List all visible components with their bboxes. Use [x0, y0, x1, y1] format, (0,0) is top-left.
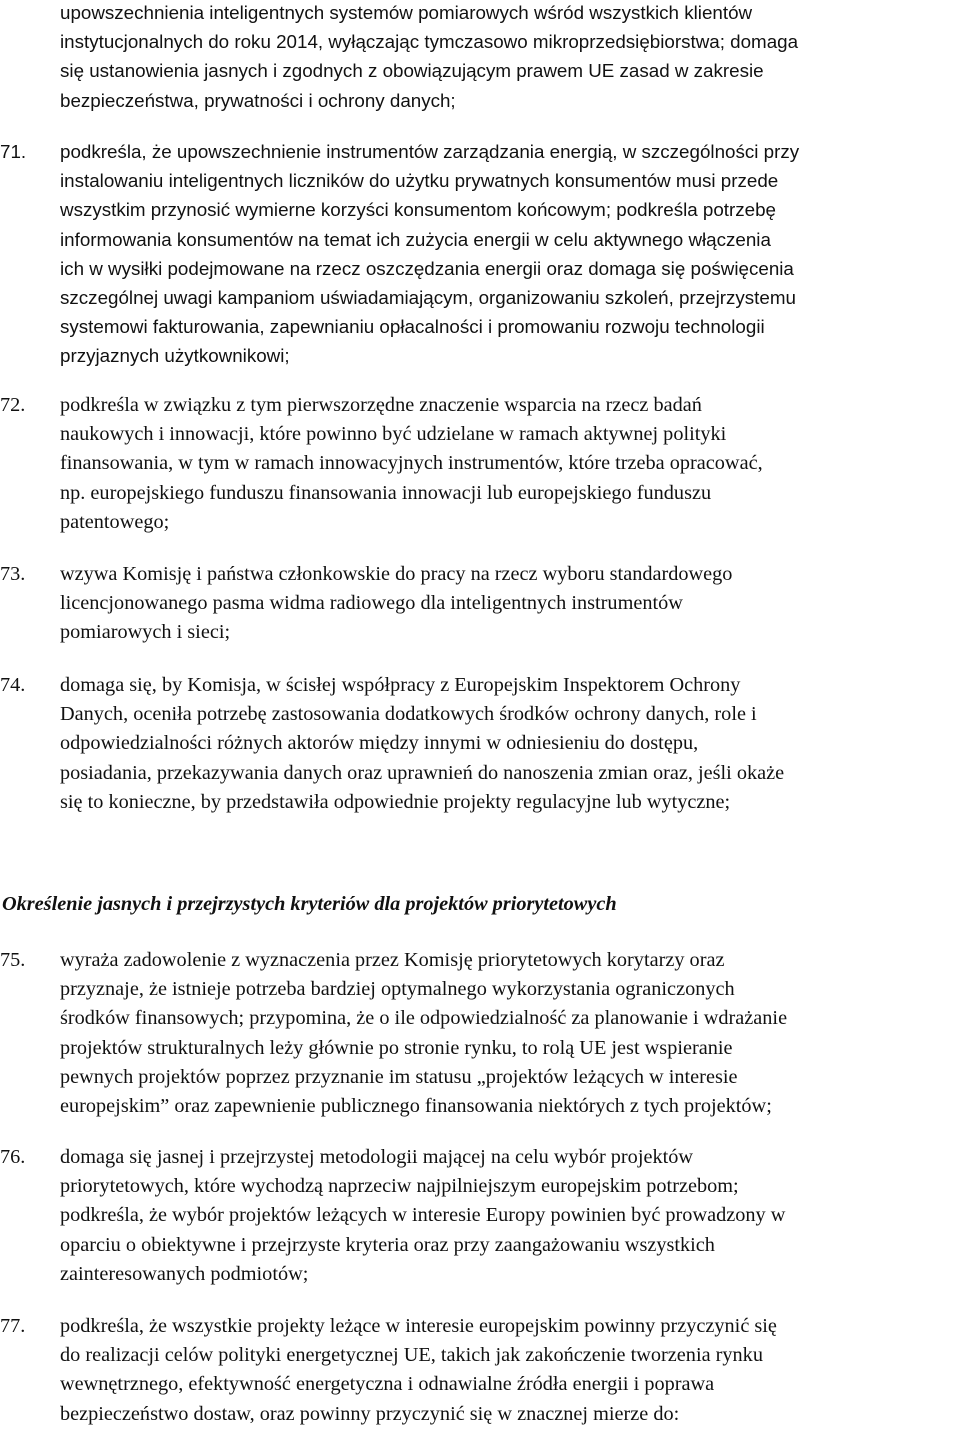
item-number: 72.: [0, 394, 26, 416]
text-line: Danych, oceniła potrzebę zastosowania dodatkowych środków ochrony danych, role i: [60, 703, 757, 726]
item-number: 74.: [0, 674, 26, 696]
text-line: podkreśla, że upowszechnienie instrumentów zarządzania energią, w szczególności przy: [60, 141, 800, 162]
paragraph-71: [60, 137, 960, 371]
item-number: 77.: [0, 1315, 26, 1337]
text-line: wszystkim przynosić wymierne korzyści konsumentom końcowym; podkreśla potrzebę: [60, 199, 777, 221]
item-number: 71.: [0, 141, 27, 162]
text-line: instalowaniu inteligentnych liczników do użytku prywatnych konsumentów musi przede: [60, 170, 779, 192]
text-line: posiadania, przekazywania danych oraz uprawnień do nanoszenia zmian oraz, jeśli okaże: [60, 761, 785, 784]
text-line: bezpieczeństwa, prywatności i ochrony danych;: [60, 89, 456, 111]
text-line: pewnych projektów poprzez przyznanie im statusu „projektów leżących w interesie: [60, 1065, 738, 1088]
text-line: patentowego;: [60, 510, 170, 533]
text-line: wewnętrznego, efektywność energetyczna i odnawialne źródła energii i poprawa: [60, 1373, 715, 1396]
text-line: podkreśla, że wszystkie projekty leżące w interesie europejskim powinny przyczynić się: [60, 1315, 777, 1337]
text-line: naukowych i innowacji, które powinno być udzielane w ramach aktywnej polityki: [60, 423, 727, 446]
text-line: domaga się jasnej i przejrzystej metodologii mającej na celu wybór projektów: [60, 1146, 694, 1168]
text-line: projektów strukturalnych leży głównie po stronie rynku, to rolą UE jest wspieranie: [60, 1036, 733, 1059]
text-line: wyraża zadowolenie z wyznaczenia przez Komisję priorytetowych korytarzy oraz: [60, 949, 725, 971]
section-heading: Określenie jasnych i przejrzystych kryteriów dla projektów priorytetowych: [2, 893, 617, 915]
text-line: wzywa Komisję i państwa członkowskie do pracy na rzecz wyboru standardowego: [60, 563, 733, 585]
paragraph-77: [60, 1312, 960, 1429]
item-number: 76.: [0, 1146, 26, 1168]
text-line: finansowania, w tym w ramach innowacyjnych instrumentów, które trzeba opracować,: [60, 452, 763, 475]
text-line: ich w wysiłki podejmowane na rzecz oszczędzania energii oraz domaga się poświęcenia: [60, 257, 794, 279]
paragraph-74: [60, 671, 960, 817]
paragraph-76: [60, 1143, 960, 1289]
text-line: przyjaznych użytkownikowi;: [60, 345, 290, 367]
text-line: np. europejskiego funduszu finansowania innowacji lub europejskiego funduszu: [60, 481, 712, 504]
text-line: systemowi fakturowania, zapewnianiu opłacalności i promowaniu rozwoju technologii: [60, 316, 765, 338]
text-line: bezpieczeństwo dostaw, oraz powinny przyczynić się w znacznej mierze do:: [60, 1402, 680, 1425]
text-line: oparciu o obiektywne i przejrzyste kryteria oraz przy zaangażowaniu wszystkich: [60, 1233, 715, 1256]
text-line: domaga się, by Komisja, w ścisłej współpracy z Europejskim Inspektorem Ochrony: [60, 674, 741, 696]
text-line: środków finansowych; przypomina, że o ile odpowiedzialność za planowanie i wdrażanie: [60, 1007, 788, 1030]
item-number: 75.: [0, 949, 26, 971]
text-line: upowszechnienia inteligentnych systemów pomiarowych wśród wszystkich klientów: [60, 2, 753, 23]
text-line: się to konieczne, by przedstawiła odpowiednie projekty regulacyjne lub wytyczne;: [60, 790, 731, 813]
text-line: zainteresowanych podmiotów;: [60, 1262, 309, 1285]
text-line: priorytetowych, które wychodzą naprzeciw najpilniejszym europejskim potrzebom;: [60, 1175, 739, 1198]
text-line: licencjonowanego pasma widma radiowego dla inteligentnych instrumentów: [60, 592, 683, 615]
text-line: szczególnej uwagi kampaniom uświadamiającym, organizowaniu szkoleń, przejrzystemu: [60, 287, 796, 309]
paragraph-72: [60, 391, 960, 537]
text-line: odpowiedzialności różnych aktorów między innymi w odniesieniu do dostępu,: [60, 732, 699, 755]
text-line: informowania konsumentów na temat ich zużycia energii w celu aktywnego włączenia: [60, 228, 771, 250]
text-line: się ustanowienia jasnych i zgodnych z obowiązującym prawem UE zasad w zakresie: [60, 60, 764, 82]
text-line: podkreśla w związku z tym pierwszorzędne znaczenie wsparcia na rzecz badań: [60, 394, 702, 416]
paragraph-73: [60, 560, 960, 648]
text-line: instytucjonalnych do roku 2014, wyłączając tymczasowo mikroprzedsiębiorstwa; domaga: [60, 31, 799, 53]
text-line: przyznaje, że istnieje potrzeba bardziej optymalnego wykorzystania ograniczonych: [60, 978, 735, 1001]
text-line: pomiarowych i sieci;: [60, 621, 231, 644]
item-number: 73.: [0, 563, 26, 585]
paragraph-75: [60, 946, 960, 1121]
text-line: do realizacji celów polityki energetycznej UE, takich jak zakończenie tworzenia rynku: [60, 1344, 763, 1367]
text-line: podkreśla, że wybór projektów leżących w interesie Europy powinien być prowadzony w: [60, 1204, 786, 1227]
text-line: europejskim” oraz zapewnienie publicznego finansowania niektórych z tych projektów;: [60, 1095, 772, 1118]
intro-paragraph: [60, 0, 960, 115]
